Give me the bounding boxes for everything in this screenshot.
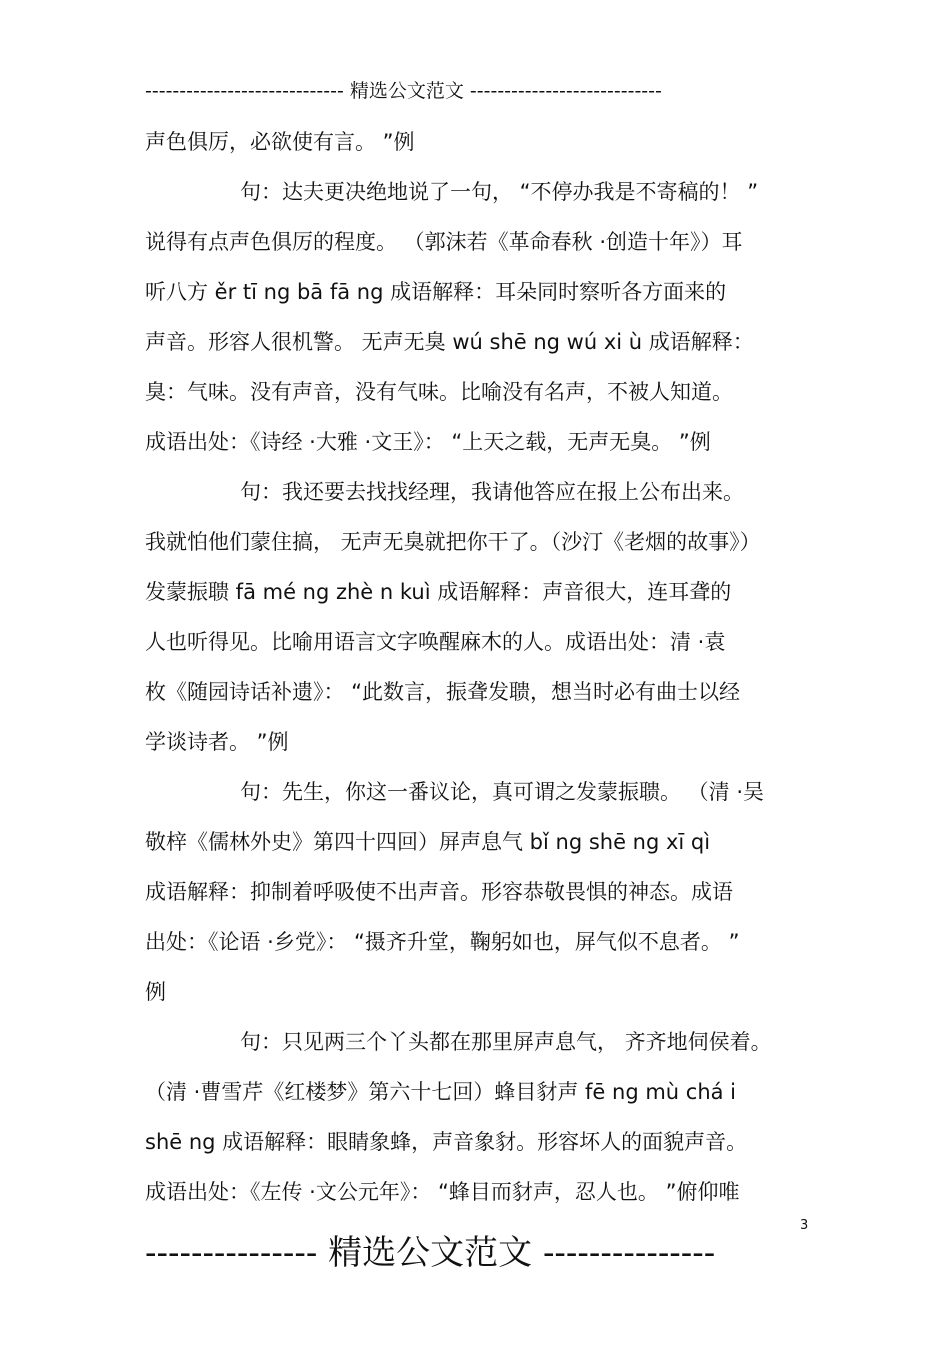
text-line-4: 听八方 ěr tī ng bā fā ng 成语解释：耳朵同时察听各方面来的 — [145, 280, 727, 304]
text-line-22: 成语出处：《左传 ·文公元年》： “蜂目而豺声，忍人也。 ”俯仰唯 — [145, 1180, 740, 1204]
text-line-13: 学谈诗者。 ”例 — [145, 730, 289, 754]
text-line-18: 例 — [145, 980, 166, 1004]
text-line-2: 句：达夫更决绝地说了一句， “不停办我是不寄稿的！ ” — [240, 180, 759, 204]
text-line-10: 发蒙振聩 fā mé ng zhè n kuì 成语解释：声音很大，连耳聋的 — [145, 580, 732, 604]
text-line-11: 人也听得见。比喻用语言文字唤醒麻木的人。成语出处：清 ·袁 — [145, 630, 726, 654]
text-line-7: 成语出处：《诗经 ·大雅 ·文王》： “上天之载，无声无臭。 ”例 — [145, 430, 711, 454]
text-line-21: shē ng 成语解释：眼睛象蜂，声音象豺。形容坏人的面貌声音。 — [145, 1130, 748, 1154]
text-line-1: 声色俱厉，必欲使有言。 ”例 — [145, 130, 415, 154]
page-number: 3 — [800, 1218, 809, 1233]
text-line-3: 说得有点声色俱厉的程度。 （郭沫若《革命春秋 ·创造十年》）耳 — [145, 230, 743, 254]
text-line-12: 枚《随园诗话补遗》： “此数言，振聋发聩，想当时必有曲士以经 — [145, 680, 741, 704]
text-line-16: 成语解释：抑制着呼吸使不出声音。形容恭敬畏惧的神态。成语 — [145, 880, 733, 904]
text-line-14: 句：先生，你这一番议论，真可谓之发蒙振聩。 （清 ·吴 — [240, 780, 765, 804]
text-line-9: 我就怕他们蒙住搞， 无声无臭就把你干了。（沙汀《老烟的故事》） — [145, 530, 761, 554]
text-line-6: 臭：气味。没有声音，没有气味。比喻没有名声，不被人知道。 — [145, 380, 733, 404]
page-footer: --------------- 精选公文范文 --------------- — [145, 1233, 716, 1273]
text-line-17: 出处：《论语 ·乡党》： “摄齐升堂，鞠躬如也，屏气似不息者。 ” — [145, 930, 740, 954]
text-line-19: 句：只见两三个丫头都在那里屏声息气， 齐齐地伺侯着。 — [240, 1030, 772, 1054]
text-line-20: （清 ·曹雪芹《红楼梦》第六十七回）蜂目豺声 fē ng mù chá i — [145, 1080, 737, 1104]
text-line-15: 敬梓《儒林外史》第四十四回）屏声息气 bǐ ng shē ng xī qì — [145, 830, 711, 854]
text-line-5: 声音。形容人很机警。 无声无臭 wú shē ng wú xi ù 成语解释： — [145, 330, 754, 354]
page-header: ----------------------------- 精选公文范文 ---------------------------- — [145, 80, 662, 102]
text-line-8: 句：我还要去找找经理，我请他答应在报上公布出来。 — [240, 480, 744, 504]
document-body — [145, 122, 825, 1222]
